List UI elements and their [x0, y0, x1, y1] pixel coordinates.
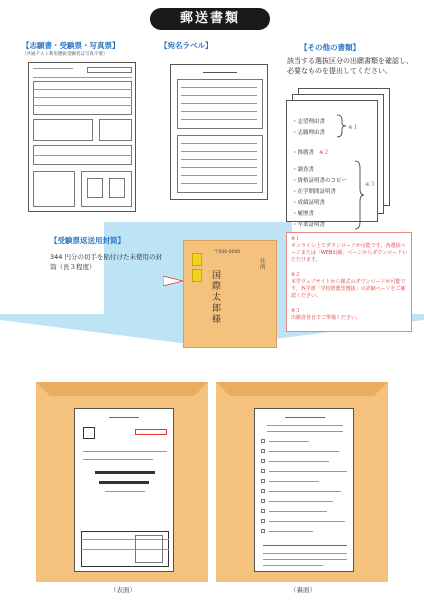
note-mark-3: ※３ — [365, 182, 376, 188]
other-docs-description: 該当する選抜区分の出願書類を確認し、必要なものを提出してください。 — [287, 57, 413, 75]
stamp-2-icon — [192, 269, 202, 282]
list-item-chosasho: ・調査書 — [292, 167, 315, 173]
stamp-1-icon — [192, 253, 202, 266]
return-envelope-name: 国際 太郎様 — [212, 271, 231, 325]
large-envelope-front — [36, 382, 208, 582]
note-3-text: 出願者各自でご準備ください。 — [291, 315, 362, 321]
note-3-mark: ※３ — [291, 308, 301, 314]
note-2-mark: ※２ — [291, 272, 301, 278]
note-mark-1: ※１ — [348, 125, 359, 131]
page-title: 郵送書類 — [150, 8, 270, 30]
return-envelope-address: 住所 — [260, 259, 266, 271]
pointer-arrow-icon — [163, 276, 183, 286]
section-title-application: 【志願書・受験票・写真票】 — [22, 41, 120, 50]
section-title-other-docs: 【その他の書類】 — [300, 43, 360, 52]
caption-front: （表面） — [110, 586, 136, 594]
list-item-zaigaku: ・在学期間証明書 — [292, 189, 337, 195]
return-envelope — [183, 240, 277, 348]
list-item-shikaku: ・資格証明書のコピー — [292, 178, 347, 184]
large-envelope-back — [216, 382, 388, 582]
front-address-sheet — [74, 408, 174, 572]
list-item-recommendation: ・推薦書 — [292, 150, 315, 156]
note-1-mark: ※１ — [291, 236, 301, 242]
list-item-seiseki: ・成績証明書 — [292, 200, 326, 206]
address-label-sheet — [170, 64, 268, 200]
list-item-rirekisho: ・履歴書 — [292, 211, 315, 217]
section-title-address-label: 【宛名ラベル】 — [160, 41, 213, 50]
list-item-sotsugyo: ・卒業証明書 — [292, 222, 326, 228]
application-form-sheet — [28, 62, 136, 212]
note-1-text: オンライン上でダウンロードが可能です。各選抜ページまたは「WEB出願」ページからダウンロードいただけます。 — [291, 243, 408, 263]
list-item-shibo-riyu: ・志望理由書 — [292, 119, 326, 125]
return-envelope-title: 【受験票返送用封筒】 — [50, 236, 125, 245]
note-mark-2: ※２ — [319, 150, 330, 156]
list-item-shigan-riyu: ・志願理由書 — [292, 130, 326, 136]
notes-box — [286, 232, 412, 332]
application-photo-note: （共通テスト利用選抜受験者は写真不要） — [22, 52, 108, 57]
brace-group-3-icon — [354, 160, 366, 230]
return-envelope-postal-code: 〒000-0000 — [214, 250, 241, 255]
brace-group-1-icon — [336, 114, 348, 138]
return-envelope-description: 344 円分の切手を貼付けた未使用の封筒（長３程度） — [50, 253, 162, 271]
note-2-text: 本学ウェブサイトから様式のダウンロードが可能です。各学部「学校推薦型選抜」の詳細ページをご確認ください。 — [291, 279, 406, 299]
caption-back: （裏面） — [290, 586, 316, 594]
back-checklist-sheet — [254, 408, 354, 572]
